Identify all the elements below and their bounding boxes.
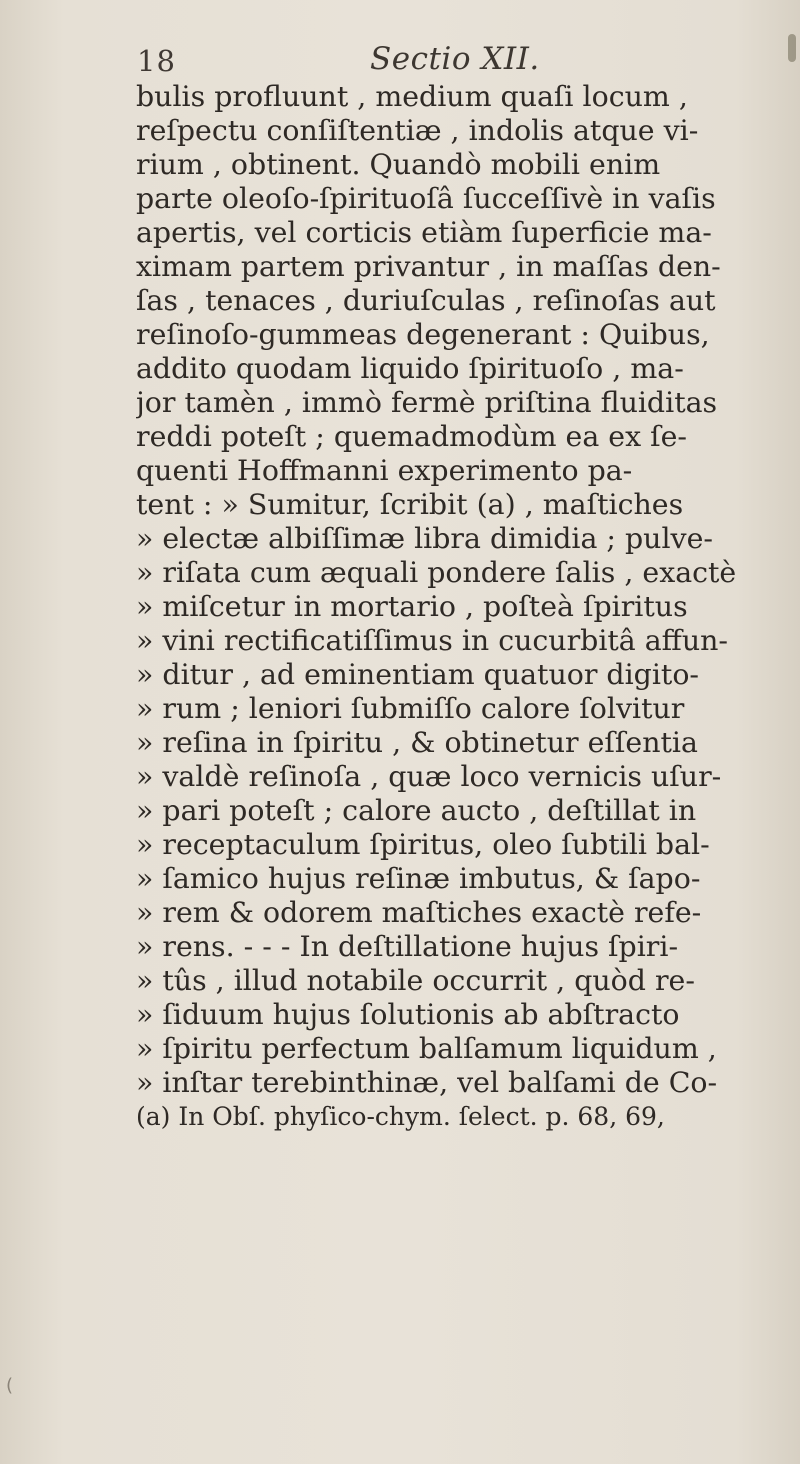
text-line-7: ſas , tenaces , duriuſculas , reſinoſas aut: [136, 284, 716, 317]
text-line-10: jor tamèn , immò fermè priſtina fluiditas: [136, 386, 718, 419]
text-line-30: » inſtar terebinthinæ, vel balſami de Co-: [136, 1066, 718, 1099]
text-line-2: reſpectu conſiſtentiæ , indolis atque vi-: [136, 114, 699, 147]
text-line-29: » ſpiritu perfectum balſamum liquidum ,: [136, 1032, 717, 1065]
text-line-17: » vini rectificatiſſimus in cucurbitâ affun-: [136, 624, 729, 657]
text-line-1: bulis profluunt , medium quaſi locum ,: [136, 80, 688, 113]
text-line-8: reſinoſo-gummeas degenerant : Quibus,: [136, 318, 710, 351]
text-line-5: apertis, vel corticis etiàm ſuperficie ma-: [136, 216, 712, 249]
main-text: [136, 80, 778, 1134]
text-line-6: ximam partem privantur , in maſſas den-: [136, 250, 721, 283]
running-head: Sectio XII.: [370, 41, 540, 77]
text-line-13: tent : » Sumitur, ſcribit (a) , maſtiches: [136, 488, 684, 521]
text-line-15: » riſata cum æquali pondere ſalis , exactè: [136, 556, 737, 589]
text-line-18: » ditur , ad eminentiam quatuor digito-: [136, 658, 700, 691]
margin-mark: (: [6, 1375, 14, 1396]
text-line-3: rium , obtinent. Quandò mobili enim: [136, 148, 661, 181]
text-line-25: » rem & odorem maſtiches exactè refe-: [136, 896, 702, 929]
text-line-20: » reſina in ſpiritu , & obtinetur eſſentia: [136, 726, 698, 759]
page-header: [0, 38, 800, 82]
text-line-4: parte oleoſo-ſpirituoſâ ſucceſſivè in vaſis: [136, 182, 716, 215]
text-line-14: » electæ albiſſimæ libra dimidia ; pulve-: [136, 522, 713, 555]
text-line-22: » pari poteſt ; calore aucto , deſtillat in: [136, 794, 697, 827]
text-line-21: » valdè reſinoſa , quæ loco vernicis uſur-: [136, 760, 722, 793]
text-line-23: » receptaculum ſpiritus, oleo ſubtili bal-: [136, 828, 710, 861]
text-line-16: » miſcetur in mortario , poſteà ſpiritus: [136, 590, 688, 623]
footnote: (a) In Obſ. phyſico-chym. ſelect. p. 68, 69,: [136, 1102, 665, 1131]
text-line-27: » tûs , illud notabile occurrit , quòd re-: [136, 964, 695, 997]
text-line-11: reddi poteſt ; quemadmodùm ea ex ſe-: [136, 420, 688, 453]
text-line-19: » rum ; leniori ſubmiſſo calore ſolvitur: [136, 692, 685, 725]
text-line-12: quenti Hoffmanni experimento pa-: [136, 454, 633, 487]
text-line-9: addito quodam liquido ſpirituoſo , ma-: [136, 352, 684, 385]
page-number: 18: [137, 44, 176, 78]
text-line-24: » ſamico hujus reſinæ imbutus, & ſapo-: [136, 862, 701, 895]
text-line-28: » ſiduum hujus ſolutionis ab abſtracto: [136, 998, 680, 1031]
text-line-26: » rens. - - - In deſtillatione hujus ſpiri-: [136, 930, 679, 963]
